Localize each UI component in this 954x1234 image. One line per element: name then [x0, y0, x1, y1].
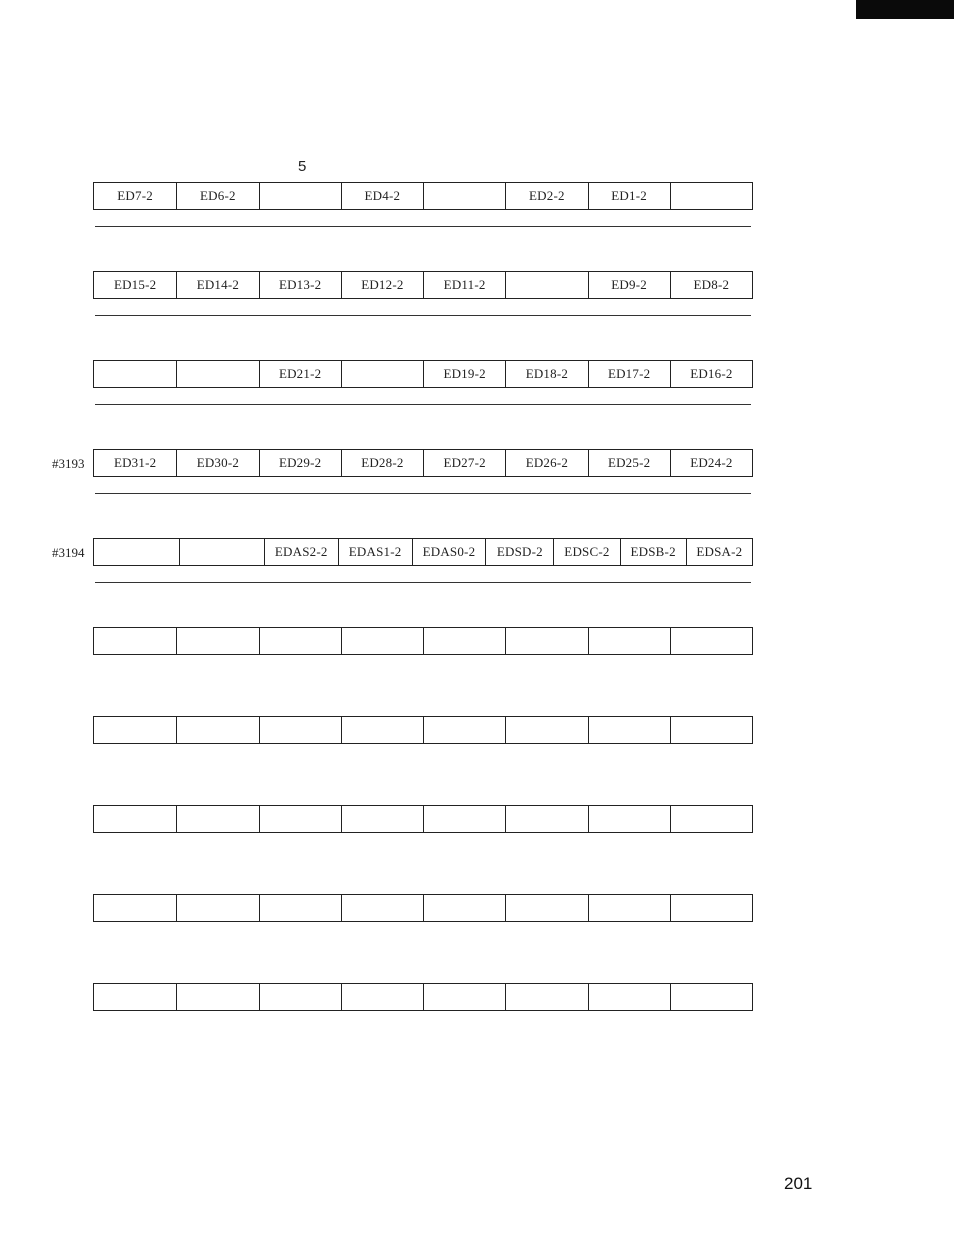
bit-cell — [670, 183, 752, 209]
bit-cell — [505, 984, 587, 1010]
bit-cell: ED9-2 — [588, 272, 670, 298]
bit-table — [93, 983, 753, 1011]
bit-cell — [670, 628, 752, 654]
bit-cell — [259, 895, 341, 921]
bit-cell — [670, 717, 752, 743]
bit-cell — [94, 628, 176, 654]
param-row — [0, 360, 954, 420]
bit-cell: ED17-2 — [588, 361, 670, 387]
bit-cell: ED2-2 — [505, 183, 587, 209]
bit-cell: ED28-2 — [341, 450, 423, 476]
bit-cell — [423, 183, 505, 209]
bit-cell — [259, 806, 341, 832]
bit-cell: ED21-2 — [259, 361, 341, 387]
divider — [95, 226, 751, 227]
param-row — [0, 449, 954, 509]
param-row — [0, 627, 954, 687]
bit-cell — [341, 895, 423, 921]
bit-cell — [341, 806, 423, 832]
bit-cell — [423, 984, 505, 1010]
bit-cell — [423, 895, 505, 921]
bit-cell: ED19-2 — [423, 361, 505, 387]
page-number: 201 — [784, 1174, 813, 1193]
bit-table — [93, 182, 753, 210]
bit-cell — [259, 717, 341, 743]
bit-cell — [670, 984, 752, 1010]
bit-cell — [341, 717, 423, 743]
bit-cell: ED15-2 — [113, 277, 157, 292]
divider — [95, 315, 751, 316]
bit-cell — [505, 895, 587, 921]
bit-cell — [259, 628, 341, 654]
bit-cell — [505, 628, 587, 654]
bit-cell — [588, 717, 670, 743]
param-row — [0, 716, 954, 776]
bit-table — [93, 538, 753, 566]
bit-cell: ED27-2 — [423, 450, 505, 476]
bit-cell — [588, 628, 670, 654]
divider — [95, 493, 751, 494]
bit-cell: ED8-2 — [670, 272, 752, 298]
bit-cell: ED1-2 — [588, 183, 670, 209]
bit-cell — [423, 806, 505, 832]
bit-cell — [423, 628, 505, 654]
bit-cell — [176, 806, 258, 832]
bit-cell — [176, 984, 258, 1010]
bit-cell — [505, 806, 587, 832]
bit-cell — [259, 183, 341, 209]
bit-cell — [176, 628, 258, 654]
bit-table — [93, 360, 753, 388]
bit-cell: ED7-2 — [117, 188, 153, 203]
bit-cell — [341, 984, 423, 1010]
param-row — [0, 805, 954, 865]
bit-cell — [423, 717, 505, 743]
bit-cell: ED31-2 — [113, 455, 157, 470]
bit-cell — [176, 361, 258, 387]
bit-cell — [94, 984, 176, 1010]
bit-cell: ED25-2 — [588, 450, 670, 476]
bit-cell: EDAS0-2 — [412, 539, 486, 565]
bit-cell — [176, 717, 258, 743]
param-row — [0, 894, 954, 954]
bit-cell — [179, 539, 264, 565]
bit-cell: ED30-2 — [176, 450, 258, 476]
divider — [95, 404, 751, 405]
bit-cell: ED29-2 — [259, 450, 341, 476]
bit-cell: ED11-2 — [423, 272, 505, 298]
bit-cell — [588, 806, 670, 832]
bit-cell: ED24-2 — [670, 450, 752, 476]
param-row — [0, 271, 954, 331]
bit-table — [93, 271, 753, 299]
bit-cell: EDSB-2 — [620, 539, 686, 565]
param-number: #3194 — [52, 545, 85, 560]
bit-table — [93, 627, 753, 655]
corner-mark — [856, 0, 954, 19]
bit-cell: EDAS2-2 — [264, 539, 338, 565]
bit-cell — [94, 539, 179, 565]
param-number: #3193 — [52, 456, 85, 471]
bit-cell: ED16-2 — [670, 361, 752, 387]
bit-cell: EDSC-2 — [553, 539, 619, 565]
bit-cell: ED14-2 — [176, 272, 258, 298]
bit-cell: ED6-2 — [176, 183, 258, 209]
bit-cell: EDSD-2 — [485, 539, 553, 565]
bit-cell — [505, 272, 587, 298]
bit-cell: ED18-2 — [505, 361, 587, 387]
bit-cell — [259, 984, 341, 1010]
param-row — [0, 983, 954, 1043]
bit-cell: ED13-2 — [259, 272, 341, 298]
bit-cell — [588, 984, 670, 1010]
bit-table — [93, 716, 753, 744]
param-row — [0, 538, 954, 598]
bit-cell — [341, 361, 423, 387]
bit-cell: EDSA-2 — [686, 539, 752, 565]
bit-cell: EDAS1-2 — [338, 539, 412, 565]
divider — [95, 582, 751, 583]
bit-cell — [341, 628, 423, 654]
bit-cell: ED26-2 — [505, 450, 587, 476]
bit-cell — [94, 717, 176, 743]
bit-cell — [670, 895, 752, 921]
bit-cell: ED12-2 — [341, 272, 423, 298]
bit-cell — [670, 806, 752, 832]
bit-table — [93, 805, 753, 833]
bit-cell: ED4-2 — [341, 183, 423, 209]
bit-cell — [176, 895, 258, 921]
bit-column-label: 5 — [298, 158, 307, 175]
bit-cell — [94, 895, 176, 921]
bit-cell — [94, 806, 176, 832]
param-row — [0, 182, 954, 242]
bit-table — [93, 894, 753, 922]
bit-cell — [505, 717, 587, 743]
bit-cell — [588, 895, 670, 921]
bit-table — [93, 449, 753, 477]
bit-cell — [94, 361, 176, 387]
